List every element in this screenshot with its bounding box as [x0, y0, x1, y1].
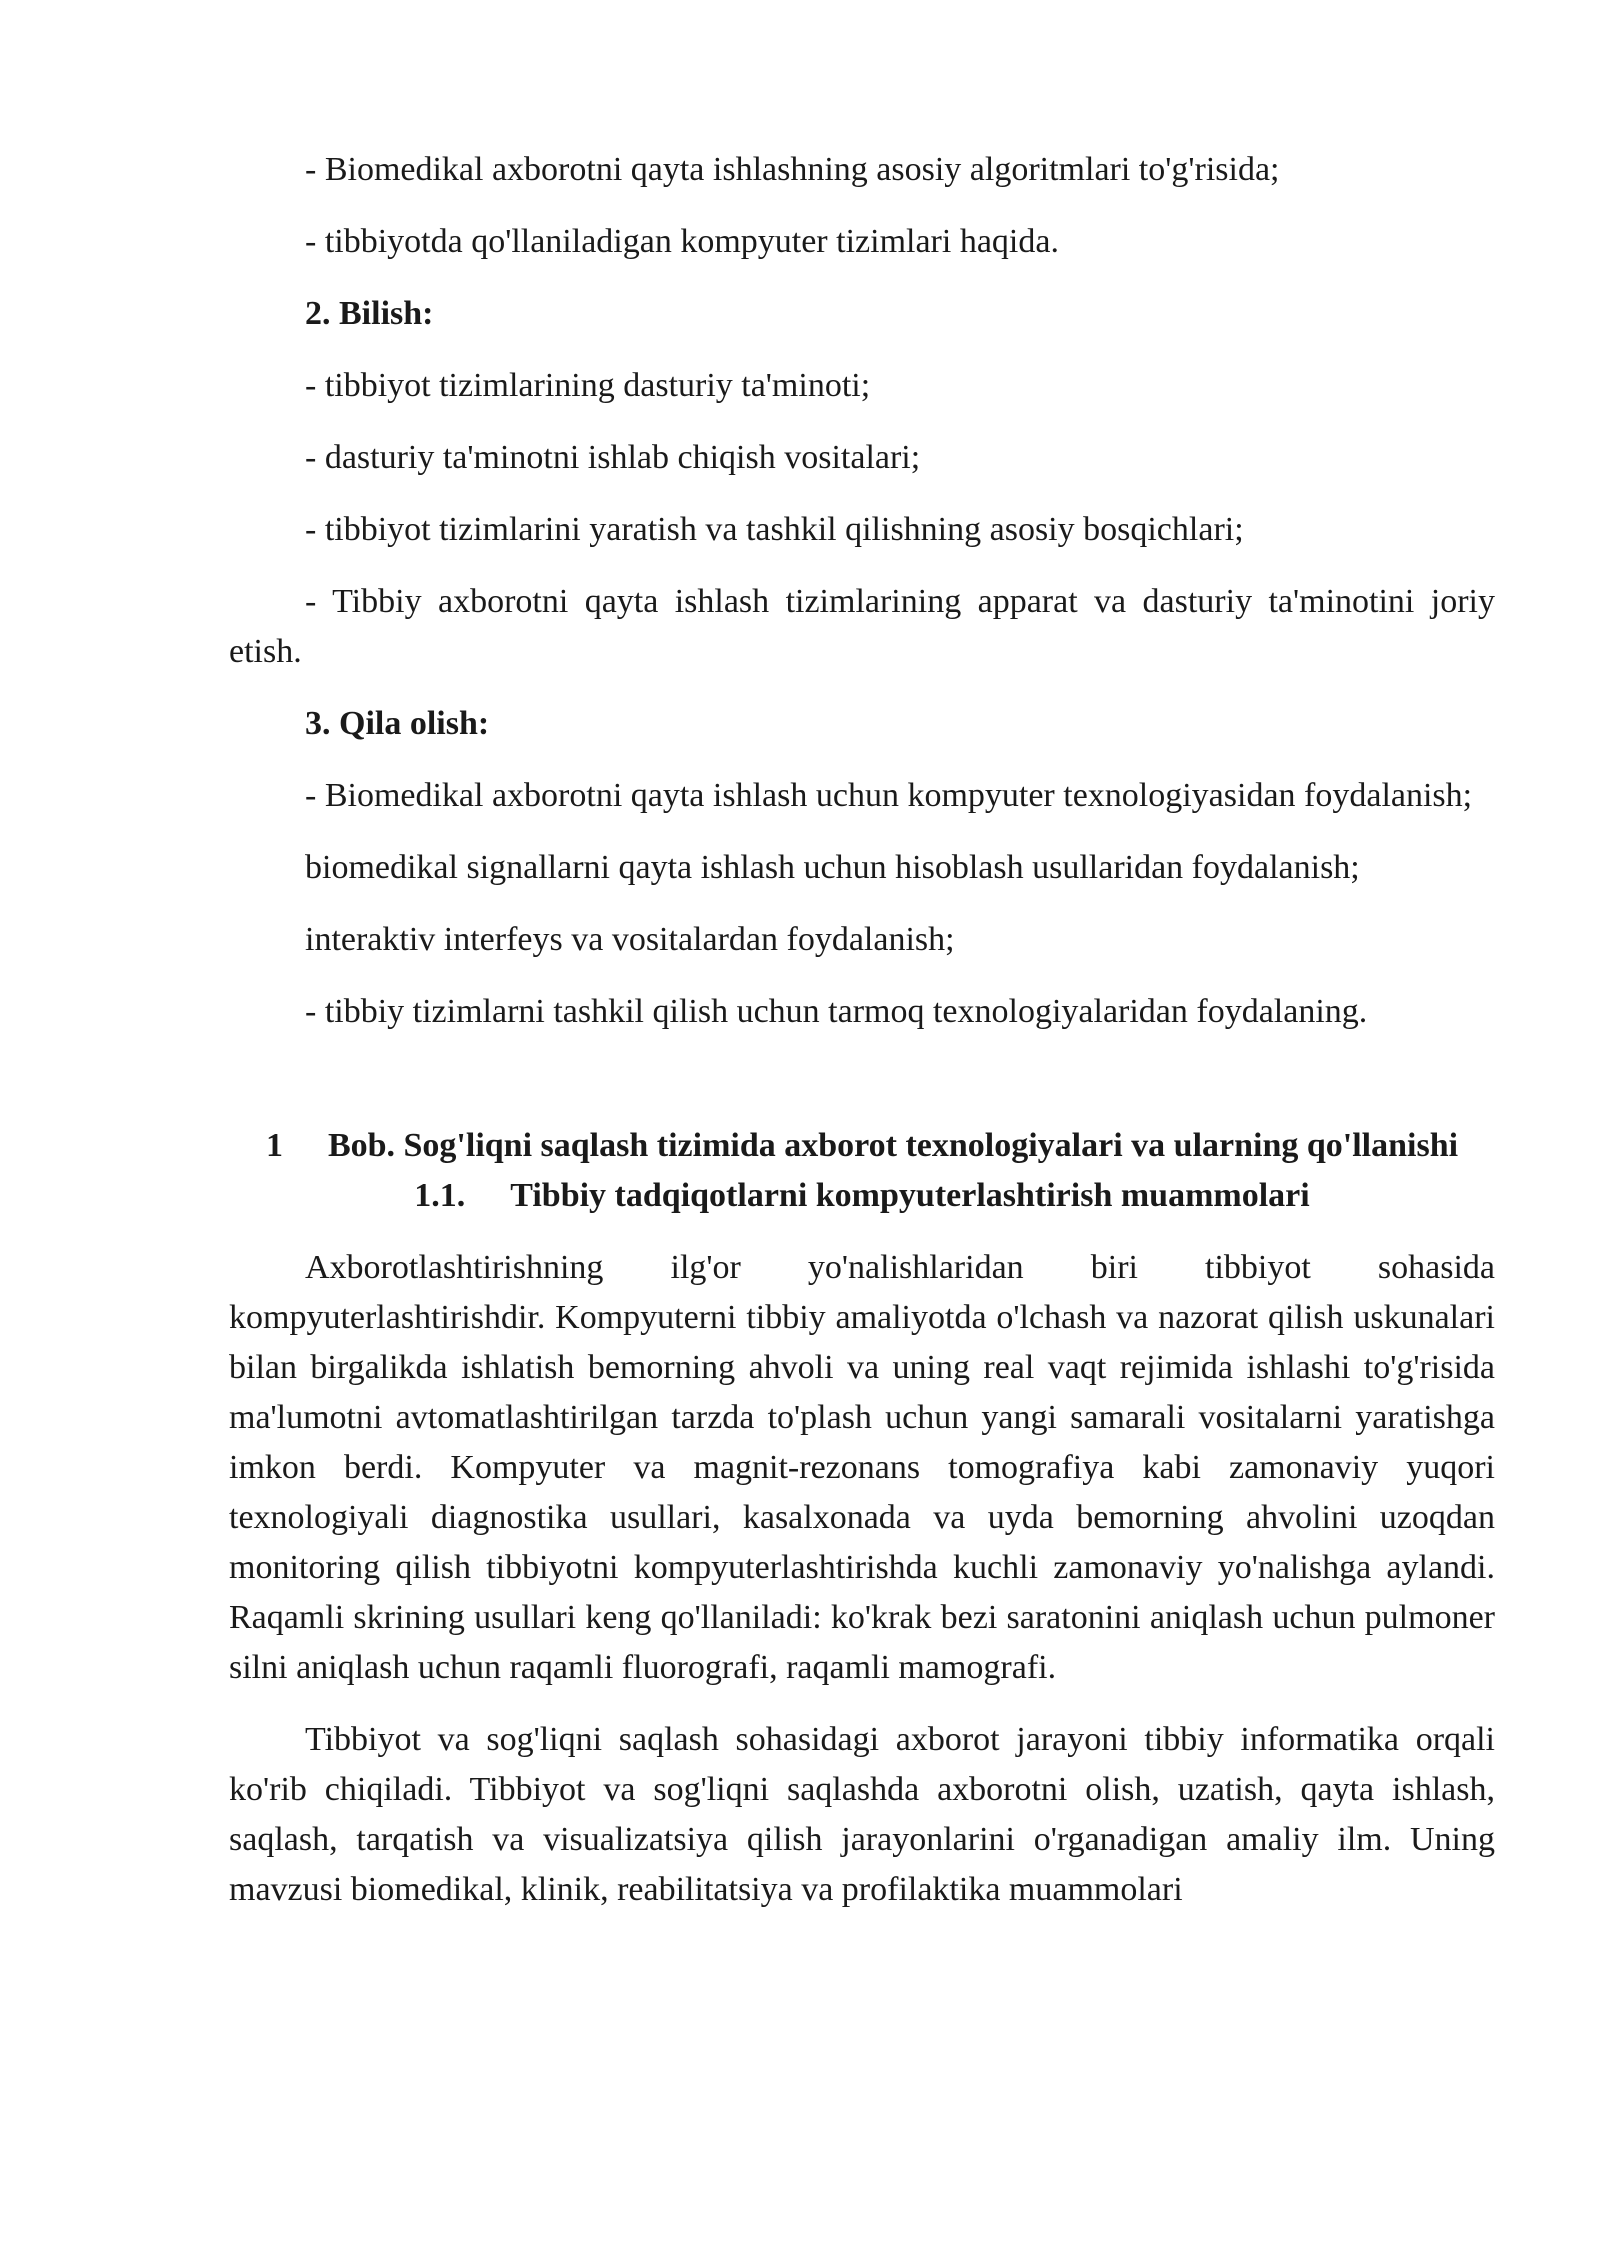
list-item: - dasturiy ta'minotni ishlab chiqish vositalari; [305, 439, 921, 476]
list-item: - Biomedikal axborotni qayta ishlashning asosiy algoritmlari to'g'risida; [305, 151, 1280, 188]
list-item: interaktiv interfeys va vositalardan foydalanish; [305, 921, 955, 958]
section-title: Tibbiy tadqiqotlarni kompyuterlashtirish muammolari [510, 1177, 1310, 1214]
list-item-wrapped: - Biomedikal axborotni qayta ishlash uchun kompyuter texnologiyasidan foydalanish; [305, 777, 1473, 814]
body-paragraph: Axborotlashtirishning ilg'or yo'nalishlaridan biri tibbiyot sohasida kompyuterlashtirishdir. Kompyuterni tibbiy amaliyotda o'lchash va nazorat qilish uskunalari bilan birgalikda ishlatish bemorning ahvoli va uning real vaqt rejimida ishlashi to'g'risida ma'lumotni avtomatlashtirilgan tarzda to'plash uchun yangi samarali vositalarni yaratishga imkon berdi. Kompyuter va magnit-rezonans tomografiya kabi zamonaviy yuqori texnologiyali diagnostika usullari, kasalxonada va uyda bemorning ahvolini uzoqdan monitoring qilish tibbiyotni kompyuterlashtirishda kuchli zamonaviy yo'nalishga aylandi. Raqamli skrining usullari keng qo'llaniladi: ko'krak bezi saratonini aniqlash uchun pulmoner silni aniqlash uchun raqamli fluorografi, raqamli mamografi. [229, 1249, 1495, 1686]
document-page [229, 145, 1495, 1915]
list-item: - tibbiy tizimlarni tashkil qilish uchun tarmoq texnologiyalaridan foydalaning. [305, 993, 1368, 1030]
chapter-number: 1 [265, 1127, 283, 1164]
list-item: - tibbiyot tizimlarini yaratish va tashkil qilishning asosiy bosqichlari; [305, 511, 1244, 548]
list-item: - tibbiyotda qo'llaniladigan kompyuter tizimlari haqida. [305, 223, 1059, 260]
section-number: 1.1. [414, 1177, 466, 1214]
chapter-title: Bob. Sog'liqni saqlash tizimida axborot texnologiyalari va ularning qo'llanishi [327, 1127, 1459, 1164]
list-item: - tibbiyot tizimlarining dasturiy ta'minoti; [305, 367, 871, 404]
body-paragraph: Tibbiyot va sog'liqni saqlash sohasidagi axborot jarayoni tibbiy informatika orqali ko'rib chiqiladi. Tibbiyot va sog'liqni saqlashda axborotni olish, uzatish, qayta ishlash, saqlash, tarqatish va visualizatsiya qilish jarayonlarini o'rganadigan amaliy ilm. Uning mavzusi biomedikal, klinik, reabilitatsiya va profilaktika muammolari [229, 1721, 1495, 1908]
list-item-wrapped: - Tibbiy axborotni qayta ishlash tizimlarining apparat va dasturiy ta'minotini joriy etish. [229, 583, 1495, 670]
list-item: biomedikal signallarni qayta ishlash uchun hisoblash usullaridan foydalanish; [305, 849, 1360, 886]
chapter-heading [229, 1121, 1495, 1171]
section-heading-bilish: 2. Bilish: [305, 295, 434, 332]
section-heading [229, 1171, 1495, 1221]
section-heading-qila-olish: 3. Qila olish: [305, 705, 490, 742]
